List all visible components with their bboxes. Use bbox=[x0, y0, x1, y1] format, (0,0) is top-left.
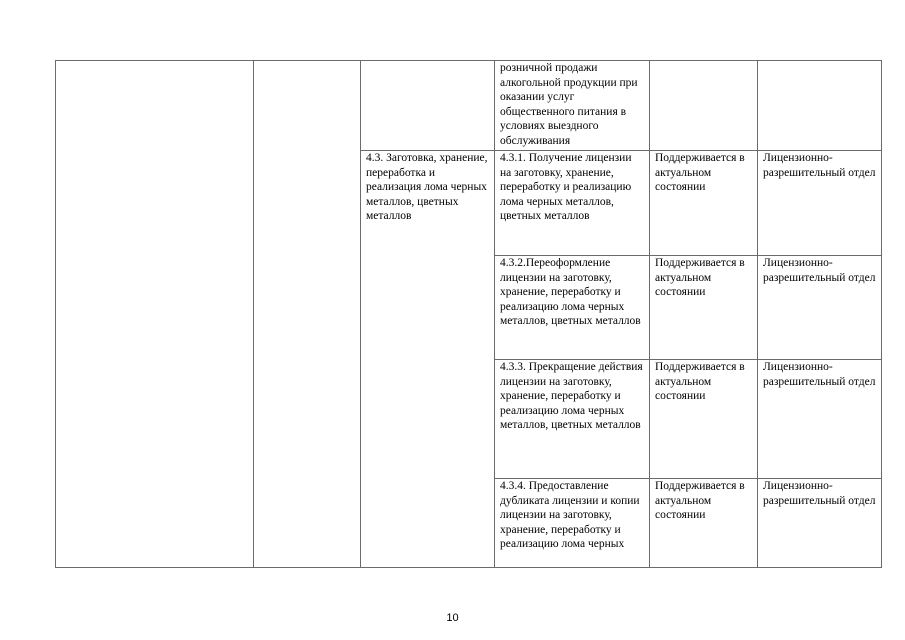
status-text: Поддерживается в актуальном состоянии bbox=[655, 152, 745, 194]
empty-cell-status bbox=[650, 61, 758, 151]
service-text: 4.3.1. Получение лицензии на заготовку, хранение, переработку и реализацию лома черных металлов, цветных металлов bbox=[500, 152, 632, 223]
empty-cell-department bbox=[758, 61, 882, 151]
empty-cell-col2 bbox=[254, 61, 361, 568]
service-text: 4.3.4. Предоставление дубликата лицензии и копии лицензии на заготовку, хранение, переработку и реализацию лома черных bbox=[500, 480, 640, 551]
service-text: розничной продажи алкогольной продукции при оказании услуг общественного питания в условиях выездного обслуживания bbox=[500, 62, 638, 147]
department-text: Лицензионно-разрешительный отдел bbox=[763, 361, 876, 388]
group-label: 4.3. Заготовка, хранение, переработка и реализация лома черных металлов, цветных металлов bbox=[366, 152, 488, 223]
status-cell bbox=[650, 151, 758, 256]
service-text: 4.3.3. Прекращение действия лицензии на заготовку, хранение, переработку и реализацию лома черных металлов, цветных металлов bbox=[500, 361, 643, 432]
department-cell bbox=[758, 151, 882, 256]
service-cell bbox=[495, 61, 650, 151]
status-text: Поддерживается в актуальном состоянии bbox=[655, 480, 745, 522]
empty-cell-col1 bbox=[56, 61, 254, 568]
status-text: Поддерживается в актуальном состоянии bbox=[655, 361, 745, 403]
department-cell bbox=[758, 256, 882, 360]
service-cell bbox=[495, 360, 650, 479]
department-text: Лицензионно-разрешительный отдел bbox=[763, 480, 876, 507]
service-text: 4.3.2.Переоформление лицензии на заготовку, хранение, переработку и реализацию лома черных металлов, цветных металлов bbox=[500, 257, 641, 328]
group-cell bbox=[361, 151, 495, 568]
department-cell bbox=[758, 479, 882, 568]
service-cell bbox=[495, 479, 650, 568]
status-cell bbox=[650, 479, 758, 568]
service-cell bbox=[495, 151, 650, 256]
table-row bbox=[56, 61, 882, 151]
department-cell bbox=[758, 360, 882, 479]
status-cell bbox=[650, 256, 758, 360]
department-text: Лицензионно-разрешительный отдел bbox=[763, 152, 876, 179]
status-cell bbox=[650, 360, 758, 479]
service-cell bbox=[495, 256, 650, 360]
department-text: Лицензионно-разрешительный отдел bbox=[763, 257, 876, 284]
status-text: Поддерживается в актуальном состоянии bbox=[655, 257, 745, 299]
page-number: 10 bbox=[446, 612, 459, 624]
services-table bbox=[55, 60, 882, 568]
empty-cell-col3 bbox=[361, 61, 495, 151]
